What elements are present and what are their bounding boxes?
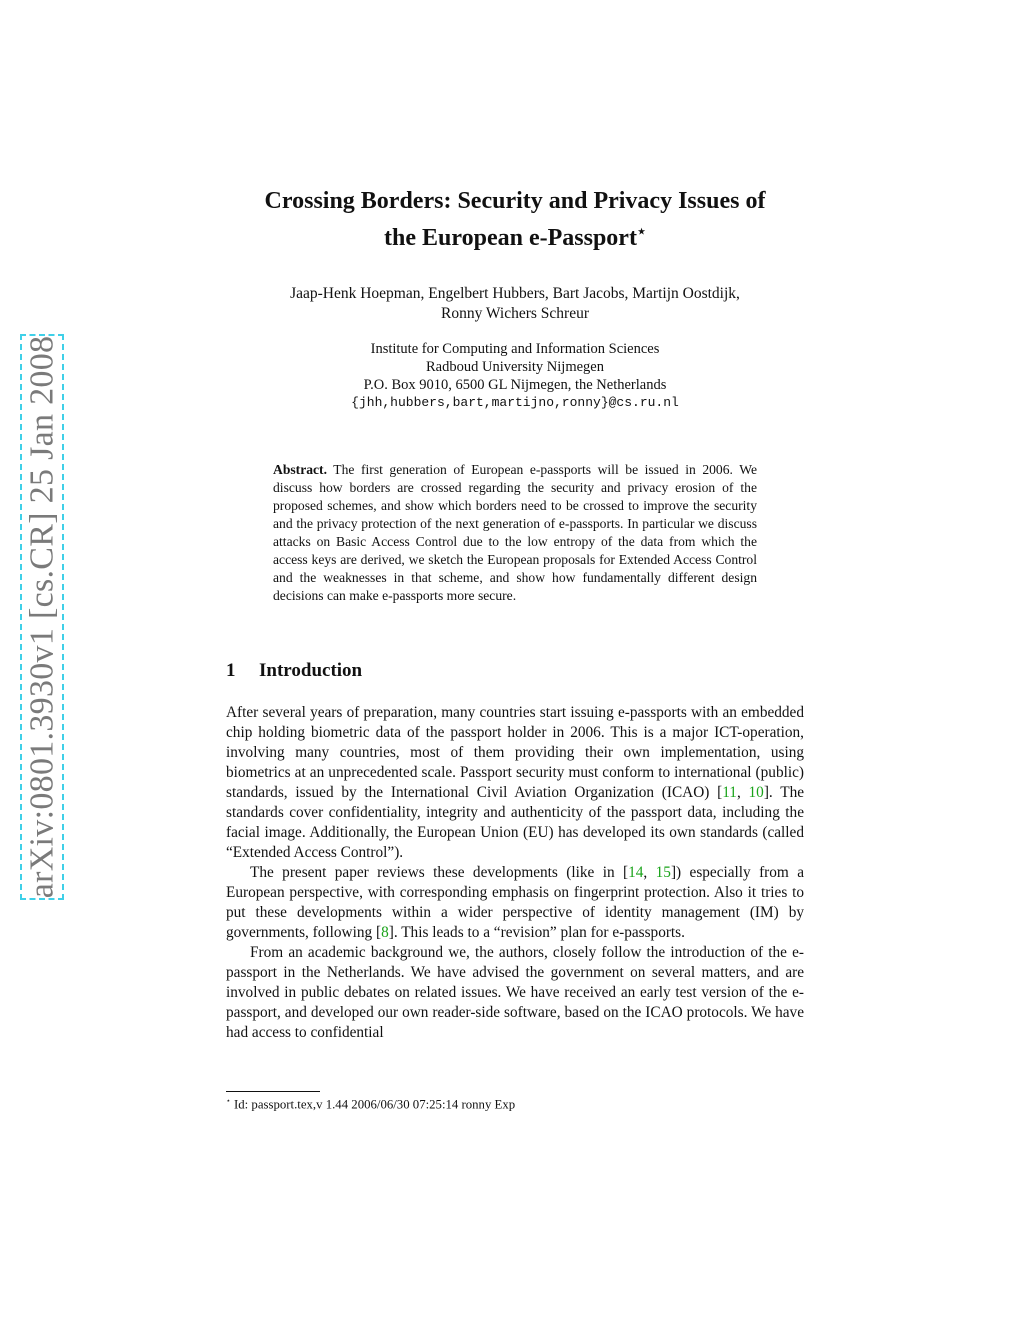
paragraph-2-text-c: ]. This leads to a “revision” plan for e-passports. (388, 924, 685, 941)
arxiv-identifier: arXiv:0801.3930v1 [cs.CR] 25 Jan 2008 (23, 335, 61, 899)
citation-link[interactable]: 14 (628, 864, 644, 881)
abstract (273, 461, 757, 605)
paragraph-2-text-b: ]) especially from a European perspective, with corresponding emphasis on fingerprint protection. Also it tries to put these developments within a wider perspective of identity management (IM) by governments, following [ (226, 864, 805, 941)
citation-separator: , (643, 864, 656, 881)
paragraph-3: From an academic background we, the authors, closely follow the introduction of the e-passport in the Netherlands. We have advised the government on several matters, and are involved in public debates on related issues. We have received an early test version of the e-passport, and developed our own reader-side software, based on the ICAO protocols. We have had access to confidential (226, 944, 804, 1041)
paragraph-2 (226, 863, 804, 943)
authors-line-1: Jaap-Henk Hoepman, Engelbert Hubbers, Bart Jacobs, Martijn Oostdijk, (290, 285, 740, 302)
arxiv-sidebar-stamp (20, 334, 64, 900)
citation-link[interactable]: 15 (655, 864, 671, 881)
paragraph-1-text-b: ]. The standards cover confidentiality, integrity and authenticity of the passport data, including the facial image. Additionally, the European Union (EU) has developed its own standards (called “Extended Access Control”). (226, 784, 805, 861)
citation-link[interactable]: 11 (722, 784, 737, 801)
abstract-text: The first generation of European e-passports will be issued in 2006. We discuss how borders are crossed regarding the security and privacy erosion of the proposed schemes, and show which borders need to be crossed to improve the security and the privacy protection of the next generation of e-passports. In particular we discuss attacks on Basic Access Control due to the low entropy of the data from which the access keys are derived, we sketch the European proposals for Extended Access Control and the weaknesses in that scheme, and show how fundamentally different design decisions can make e-passports more secure. (273, 462, 757, 603)
body-text (226, 703, 804, 1043)
footnote-text: Id: passport.tex,v 1.44 2006/06/30 07:25:14 ronny Exp (230, 1097, 516, 1112)
footnote (226, 1096, 515, 1112)
affiliation-institute: Institute for Computing and Information Sciences (370, 341, 660, 357)
citation-link[interactable]: 10 (748, 784, 764, 801)
paragraph-1-text-a: After several years of preparation, many countries start issuing e-passports with an embedded chip holding biometric data of the passport holder in 2006. This is a major ICT-operation, involving many countries, most of them providing their own implementation, using biometrics at an unprecedented scale. Passport security must conform to international (public) standards, issued by the International Civil Aviation Organization (ICAO) [ (226, 704, 804, 801)
section-heading (226, 660, 362, 682)
section-number: 1 (226, 660, 236, 681)
affiliation-address: P.O. Box 9010, 6500 GL Nijmegen, the Netherlands (363, 377, 667, 393)
footnote-divider (226, 1091, 320, 1092)
title-line-1: Crossing Borders: Security and Privacy Issues of (264, 188, 766, 214)
affiliation-block (220, 340, 810, 412)
paragraph-2-text-a: The present paper reviews these developments (like in [ (250, 864, 629, 881)
citation-link[interactable]: 8 (381, 924, 389, 941)
title-line-2: the European e-Passport (384, 225, 637, 251)
abstract-label: Abstract. (273, 462, 327, 477)
author-list (200, 284, 830, 324)
affiliation-university: Radboud University Nijmegen (425, 359, 604, 375)
affiliation-email: {jhh,hubbers,bart,martijno,ronny}@cs.ru.nl (351, 395, 679, 410)
paper-title (200, 186, 830, 254)
authors-line-2: Ronny Wichers Schreur (440, 305, 590, 322)
title-footnote-mark: ⋆ (636, 224, 646, 240)
citation-separator: , (736, 784, 749, 801)
footnote-mark: ⋆ (226, 1096, 231, 1105)
section-title: Introduction (259, 660, 363, 681)
paragraph-1 (226, 703, 804, 863)
